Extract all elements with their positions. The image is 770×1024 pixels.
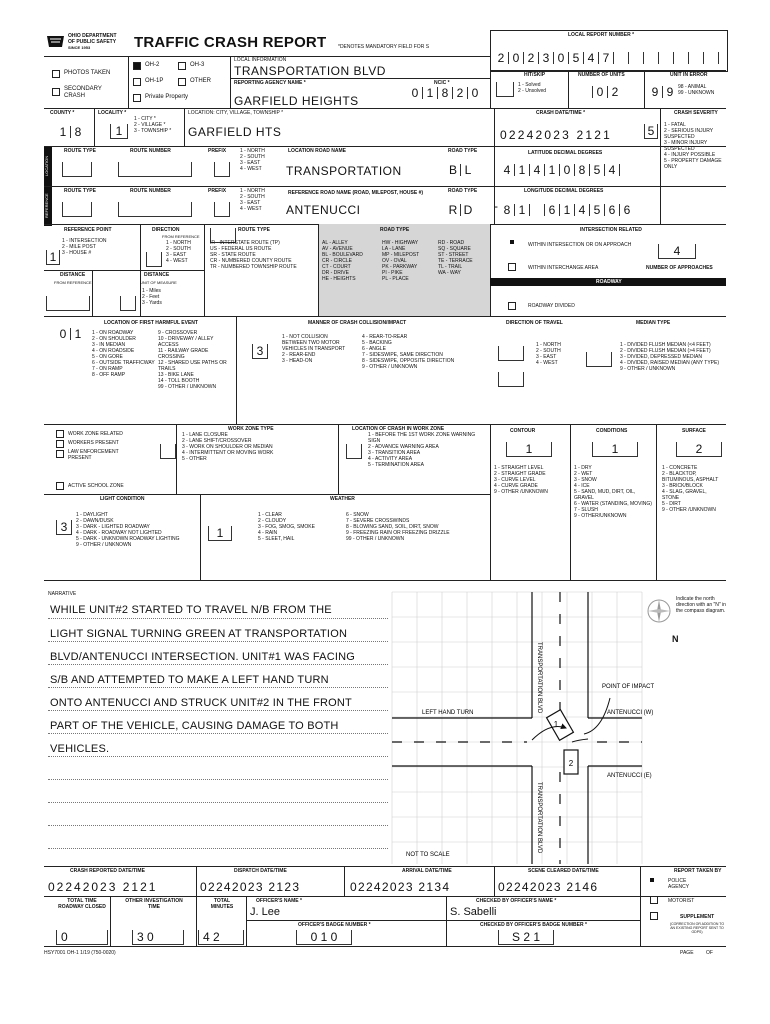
digit: R (446, 204, 461, 216)
reference-road-value[interactable]: ANTENUCCI (286, 203, 361, 217)
ref-prefix-options: 1 - NORTH 2 - SOUTH 3 - EAST 4 - WEST (240, 188, 265, 212)
narrative-line: WHILE UNIT#2 STARTED TO TRAVEL N/B FROM THE (50, 604, 332, 616)
digit: 1 (74, 327, 82, 341)
reference-point-label: REFERENCE POINT (64, 227, 112, 233)
hit-skip-options: 1 - Solved 2 - Unsolved (518, 82, 547, 94)
supplement-checkbox[interactable] (650, 912, 658, 920)
wz-location-value[interactable] (346, 444, 362, 459)
ncic-value[interactable] (408, 87, 482, 99)
digit: 4 (575, 204, 590, 216)
checked-by-value[interactable]: S. Sabelli (450, 906, 497, 918)
police-agency-label: POLICE AGENCY (668, 878, 690, 890)
severity-options: 1 - FATAL 2 - SERIOUS INJURY SUSPECTED 3 - MINOR INJURY SUSPECTED 4 - INJURY POSSIBLE 5 - PROPERTY DAMAGE ONLY (664, 122, 722, 170)
narrative-line: BLVD/ANTENUCCI INTERSECTION. UNIT#1 WAS FACING (50, 651, 356, 663)
digit: 0 (554, 52, 569, 64)
digit: 1 (560, 204, 575, 216)
photos-taken-label: PHOTOS TAKEN (64, 70, 111, 76)
direction-travel-options: 1 - NORTH 2 - SOUTH 3 - EAST 4 - WEST (536, 342, 561, 366)
approaches-label: NUMBER OF APPROACHES (646, 265, 713, 271)
workers-present-label: WORKERS PRESENT (68, 440, 119, 446)
other-checkbox[interactable] (178, 78, 186, 86)
weather-value[interactable]: 1 (208, 526, 232, 541)
first-harmful-col1: 1 - ON ROADWAY 2 - ON SHOULDER 3 - IN MEDIAN 4 - ON ROADSIDE 5 - ON GORE 6 - OUTSIDE TRAFFICWAY 7 - ON RAMP 8 - OFF RAMP (92, 330, 155, 378)
prefix-label: PREFIX (208, 148, 227, 154)
distance-label: DISTANCE (60, 272, 86, 278)
within-intersection-checkbox[interactable] (510, 240, 514, 244)
route-number-label: ROUTE NUMBER (130, 148, 171, 154)
contour-label: CONTOUR (510, 428, 536, 434)
unit-error-options: 98 - ANIMAL 99 - UNKNOWN (678, 84, 715, 96)
workers-present-checkbox[interactable] (56, 440, 64, 448)
route-type-options: IR - INTERSTATE ROUTE (TP) US - FEDERAL US ROUTE SR - STATE ROUTE CR - NUMBERED COUNTY ROUTE TR - NUMBERED TOWNSHIP ROUTE (210, 240, 297, 270)
dispatch-label: DISPATCH DATE/TIME (234, 868, 287, 874)
intersection-related-label: INTERSECTION RELATED (580, 227, 642, 233)
cleared-label: SCENE CLEARED DATE/TIME (528, 868, 599, 874)
digit: 0 (560, 164, 575, 176)
unit-error-label: UNIT IN ERROR (670, 72, 708, 78)
digit (620, 164, 634, 176)
ref-route-type-heading: ROUTE TYPE (238, 227, 270, 233)
digit: 6 (605, 204, 620, 216)
distance-uom-sub: UNIT OF MEASURE (140, 280, 177, 285)
approaches-value[interactable]: 4 (658, 244, 696, 259)
investigation-label: OTHER INVESTIGATION TIME (125, 898, 183, 910)
supplement-label: SUPPLEMENT (680, 914, 715, 920)
digit: 6 (545, 204, 560, 216)
light-label: LIGHT CONDITION (100, 496, 145, 502)
total-minutes-value[interactable]: 4 2 (198, 930, 244, 945)
digit (719, 52, 733, 64)
law-enforcement-checkbox[interactable] (56, 450, 64, 458)
digit: 1 (423, 87, 438, 99)
ncic-label: NCIC * (434, 80, 450, 86)
local-report-label: LOCAL REPORT NUMBER * (568, 32, 635, 38)
roadway-divided-label: ROADWAY DIVIDED (528, 303, 575, 309)
crash-datetime-value[interactable]: 02242023 2121 (500, 128, 613, 142)
oh2-label: OH-2 (145, 62, 160, 68)
digit: 6 (623, 203, 631, 217)
route-type-label: ROUTE TYPE (64, 148, 96, 154)
officer-name-value[interactable]: J. Lee (250, 906, 280, 918)
motorist-label: MOTORIST (668, 898, 695, 904)
checked-badge-label: CHECKED BY OFFICER'S BADGE NUMBER * (480, 922, 587, 928)
ref-road-type-label: ROAD TYPE (448, 188, 478, 194)
digit: 9 (666, 85, 674, 99)
surface-value[interactable]: 2 (676, 442, 722, 457)
agency-line: SINCE 1953 (68, 45, 91, 50)
median-type-value[interactable] (586, 352, 612, 367)
narrative-line: ONTO ANTENUCCI AND STRUCK UNIT#2 IN THE FRONT (50, 697, 352, 709)
road-type-col2: HW - HIGHWAY LA - LANE MP - MILEPOST OV - OVAL PK - PARKWAY PI - PIKE PL - PLACE (382, 240, 420, 282)
roadway-closed-label: TOTAL TIME ROADWAY CLOSED (58, 898, 106, 910)
first-harmful-col2: 9 - CROSSOVER 10 - DRIVEWAY / ALLEY ACCESS 11 - RAILWAY GRADE CROSSING 12 - SHARED USE PATHS OR TRAILS 13 - BIKE LANE 14 - TOLL BOOTH 99 - OTHER / UNKNOWN (158, 330, 227, 390)
manner-label: MANNER OF CRASH COLLISION/IMPACT (308, 320, 407, 326)
road-label-south: TRANSPORTATION BLVD (536, 782, 542, 854)
roadway-closed-value[interactable]: 0 (56, 930, 108, 945)
badge-label: OFFICER'S BADGE NUMBER * (298, 922, 371, 928)
light-options: 1 - DAYLIGHT 2 - DAWN/DUSK 3 - DARK - LIGHTED ROADWAY 4 - DARK - ROADWAY NOT LIGHTED 5 - DARK - UNKNOWN ROADWAY LIGHTING 9 - OTHER / UNKNOWN (76, 512, 180, 548)
surface-options: 1 - CONCRETE 2 - BLACKTOP, BITUMINOUS, ASPHALT 3 - BRICK/BLOCK 4 - SLAG, GRAVEL, STONE 5 - DIRT 9 - OTHER /UNKNOWN (662, 465, 719, 513)
road-type-col3: RD - ROAD SQ - SQUARE ST - STREET TE - TERRACE TL - TRAIL WA - WAY (438, 240, 473, 276)
digit: 0 (471, 86, 479, 100)
manner-value[interactable]: 3 (252, 344, 268, 359)
direction-travel-from[interactable] (498, 346, 524, 361)
digit: 8 (438, 87, 453, 99)
digit: 5 (590, 204, 605, 216)
digit: 8 (575, 164, 590, 176)
oh1p-label: OH-1P (145, 78, 164, 84)
prefix-options: 1 - NORTH 2 - SOUTH 3 - EAST 4 - WEST (240, 148, 265, 172)
reference-point-options: 1 - INTERSECTION 2 - MILE POST 3 - HOUSE # (62, 238, 107, 256)
direction-travel-to[interactable] (498, 372, 524, 387)
location-road-label: LOCATION ROAD NAME (288, 148, 346, 154)
distance-uom-label: DISTANCE (144, 272, 170, 278)
digit (674, 52, 689, 64)
digit: 2 (453, 87, 468, 99)
local-report-number[interactable] (494, 52, 733, 64)
route-number-value[interactable] (118, 162, 192, 177)
units-label: NUMBER OF UNITS (578, 72, 625, 78)
reporting-agency-label: REPORTING AGENCY NAME * (234, 80, 306, 86)
route-type-value[interactable] (62, 162, 92, 177)
wz-location-label: LOCATION OF CRASH IN WORK ZONE (352, 426, 445, 432)
latitude-value[interactable] (500, 164, 634, 176)
digit: 7 (599, 52, 614, 64)
location-value[interactable]: GARFIELD HTS (188, 125, 282, 139)
latitude-label: LATITUDE DECIMAL DEGREES (528, 150, 603, 156)
location-road-value[interactable]: TRANSPORTATION (286, 164, 402, 178)
point-of-impact-label: POINT OF IMPACT (602, 684, 655, 690)
reporting-agency-value[interactable]: GARFIELD HEIGHTS (234, 94, 359, 108)
distance-value[interactable] (46, 296, 90, 311)
digit: 8 (500, 204, 515, 216)
roadway-label: ROADWAY (596, 279, 622, 285)
locality-value[interactable]: 1 (110, 124, 128, 139)
first-harmful-value[interactable] (56, 328, 85, 340)
form-id: HSY7001 OH-1 1/19 (750-0020) (44, 950, 116, 956)
left-hand-turn-label: LEFT HAND TURN (422, 710, 474, 716)
narrative-line: PART OF THE VEHICLE, CAUSING DAMAGE TO BOTH (50, 720, 339, 732)
active-school-zone-checkbox[interactable] (56, 482, 64, 490)
unit-2-label: 2 (568, 759, 574, 768)
agency-line: OF PUBLIC SAFETY (68, 39, 117, 45)
odps-logo (46, 33, 132, 51)
reference-road-type[interactable] (446, 204, 475, 216)
reference-sidebar (44, 186, 52, 226)
median-type-label: MEDIAN TYPE (636, 320, 671, 326)
police-agency-checkbox[interactable] (650, 878, 654, 882)
narrative-label: NARRATIVE (48, 591, 77, 597)
compass (646, 596, 726, 630)
local-info-value[interactable]: TRANSPORTATION BLVD (234, 64, 386, 78)
digit: 4 (500, 164, 515, 176)
direction-label: DIRECTION (152, 227, 180, 233)
narrative-line: LIGHT SIGNAL TURNING GREEN AT TRANSPORTATION (50, 628, 348, 640)
digit: 4 (584, 52, 599, 64)
motorist-checkbox[interactable] (650, 896, 658, 904)
county-value[interactable] (56, 126, 85, 138)
total-minutes-label: TOTAL MINUTES (210, 898, 234, 910)
digit: 3 (539, 52, 554, 64)
digit: 5 (590, 164, 605, 176)
reference-road-label: REFERENCE ROAD NAME (ROAD, MILEPOST, HOUSE #) (288, 190, 424, 196)
location-sidebar (44, 146, 52, 186)
longitude-value[interactable] (500, 204, 634, 216)
investigation-value[interactable]: 3 0 (132, 930, 184, 945)
compass-icon (646, 598, 672, 624)
crash-diagram (392, 592, 655, 864)
roadway-divided-checkbox[interactable] (508, 302, 516, 310)
digit: 1 (515, 204, 530, 216)
antenucci-e-label: ANTENUCCI (E) (607, 773, 652, 779)
checked-by-label: CHECKED BY OFFICER'S NAME * (476, 898, 557, 904)
units-value[interactable] (578, 86, 622, 98)
photos-taken-checkbox[interactable] (52, 70, 60, 78)
digit: 0 (509, 52, 524, 64)
digit: 4 (605, 164, 620, 176)
longitude-sign: - (494, 199, 498, 213)
direction-options: 1 - NORTH 2 - SOUTH 3 - EAST 4 - WEST (166, 240, 191, 264)
ref-route-number-label: ROUTE NUMBER (130, 188, 171, 194)
wz-type-label: WORK ZONE TYPE (228, 426, 274, 432)
digit: 0 (56, 328, 71, 340)
active-school-zone-label: ACTIVE SCHOOL ZONE (68, 483, 124, 489)
unit-error-value[interactable] (648, 86, 677, 98)
law-enforcement-label: LAW ENFORCEMENT PRESENT (68, 449, 119, 461)
private-property-label: Private Property (145, 94, 189, 100)
digit: 2 (494, 52, 509, 64)
location-road-type[interactable] (446, 164, 475, 176)
reported-label: CRASH REPORTED DATE/TIME (70, 868, 145, 874)
direction-sub: FROM REFERENCE (162, 234, 200, 239)
contour-value[interactable]: 1 (506, 442, 552, 457)
longitude-label: LONGITUDE DECIMAL DEGREES (524, 188, 604, 194)
locality-options: 1 - CITY * 2 - VILLAGE * 3 - TOWNSHIP * (134, 116, 172, 134)
supplement-sub: (CORRECTION OR ADDITION TO AN EXISTING REPORT SENT TO ODPS) (669, 922, 725, 934)
digit (704, 52, 719, 64)
agency-line: OHIO DEPARTMENT (68, 33, 117, 39)
narrative-line: S/B AND ATTEMPTED TO MAKE A LEFT HAND TURN (50, 674, 329, 686)
oh1p-checkbox[interactable] (133, 78, 141, 86)
digit: 2 (524, 52, 539, 64)
ref-route-number-value[interactable] (118, 202, 192, 217)
digit: 1 (545, 164, 560, 176)
report-taken-label: REPORT TAKEN BY (674, 868, 722, 874)
page-label: PAGE (680, 950, 694, 956)
weather-label: WEATHER (330, 496, 355, 502)
antenucci-w-label: ANTENUCCI (W) (607, 710, 654, 716)
digit (578, 86, 593, 98)
digit (644, 52, 659, 64)
wz-related-checkbox[interactable] (56, 430, 64, 438)
digit: 2 (611, 85, 619, 99)
within-intersection-label: WITHIN INTERSECTION OR ON APPROACH (528, 242, 632, 248)
road-type-label: ROAD TYPE (448, 148, 478, 154)
secondary-crash-checkbox[interactable] (52, 88, 60, 96)
digit (530, 204, 545, 216)
severity-label: CRASH SEVERITY (674, 110, 718, 116)
checked-badge-value[interactable]: S 2 1 (498, 930, 554, 945)
distance-uom-options: 1 - Miles 2 - Feet 3 - Yards (142, 288, 162, 306)
contour-options: 1 - STRAIGHT LEVEL 2 - STRAIGHT GRADE 3 - CURVE LEVEL 4 - CURVE GRADE 9 - OTHER /UNKNOWN (494, 465, 548, 495)
road-type-heading: ROAD TYPE (380, 227, 410, 233)
badge-value[interactable]: 0 1 0 (296, 930, 352, 945)
dispatch-value[interactable]: 02242023 2123 (200, 880, 301, 894)
digit: B (446, 164, 461, 176)
direction-travel-label: DIRECTION OF TRAVEL (506, 320, 563, 326)
narrative-line: VEHICLES. (50, 743, 110, 755)
other-label: OTHER (190, 78, 211, 84)
median-type-options: 1 - DIVIDED FLUSH MEDIAN (<4 FEET) 2 - DIVIDED FLUSH MEDIAN (>4 FEET) 3 - DIVIDED, DEPRESSED MEDIAN 4 - DIVIDED, RAISED MEDIAN (ANY TYPE) 9 - OTHER / UNKNOWN (620, 342, 720, 372)
conditions-value[interactable]: 1 (592, 442, 638, 457)
oh3-label: OH-3 (190, 62, 205, 68)
hit-skip-label: HIT/SKIP (524, 72, 546, 78)
light-value[interactable]: 3 (56, 520, 72, 535)
sidebar-label: LOCATION (44, 155, 49, 177)
arrival-value[interactable]: 02242023 2134 (350, 880, 451, 894)
digit: 1 (515, 164, 530, 176)
within-interchange-checkbox[interactable] (508, 263, 516, 271)
secondary-crash-label: SECONDARY CRASH (64, 86, 102, 99)
sidebar-label: REFERENCE (44, 193, 49, 219)
first-harmful-label: LOCATION OF FIRST HARMFUL EVENT (104, 320, 198, 326)
digit: D (463, 203, 473, 217)
ref-prefix-value[interactable] (214, 202, 230, 217)
digit: 5 (569, 52, 584, 64)
digit: 0 (408, 87, 423, 99)
digit (659, 52, 674, 64)
digit: 8 (74, 125, 82, 139)
cleared-value[interactable]: 02242023 2146 (498, 880, 599, 894)
road-type-col1: AL - ALLEY AV - AVENUE BL - BOULEVARD CR - CIRCLE CT - COURT DR - DRIVE HE - HEIGHTS (322, 240, 363, 282)
direction-value[interactable] (146, 252, 162, 267)
arrival-label: ARRIVAL DATE/TIME (402, 868, 452, 874)
north-marker: N (672, 634, 679, 644)
oh3-checkbox[interactable] (178, 62, 186, 70)
hit-skip-value[interactable] (496, 82, 514, 97)
wz-type-value[interactable] (160, 444, 176, 459)
wz-related-label: WORK ZONE RELATED (68, 431, 123, 437)
conditions-options: 1 - DRY 2 - WET 3 - SNOW 4 - ICE 5 - SAND, MUD, DIRT, OIL, GRAVEL 6 - WATER (STANDING, MOVING) 7 - SLUSH 9 - OTHER/UNKNOWN (574, 465, 652, 519)
severity-value[interactable]: 5 (644, 124, 658, 139)
local-info-label: LOCAL INFORMATION (234, 57, 287, 63)
manner-col2: 4 - REAR-TO-REAR 5 - BACKING 6 - ANGLE 7 - SIDESWIPE, SAME DIRECTION 8 - SIDESWIPE, OPPOSITE DIRECTION 9 - OTHER / UNKNOWN (362, 334, 455, 370)
unit-1-label: 1 (553, 720, 559, 729)
manner-col1: 1 - NOT COLLISION BETWEEN TWO MOTOR VEHICLES IN TRANSPORT 2 - REAR-END 3 - HEAD-ON (282, 334, 346, 364)
digit (629, 52, 644, 64)
crash-datetime-label: CRASH DATE/TIME * (536, 110, 586, 116)
mandatory-note: *DENOTES MANDATORY FIELD FOR S (338, 44, 430, 50)
county-label: COUNTY * (50, 110, 75, 116)
reference-point-value[interactable]: 1 (46, 250, 60, 265)
page-of-label: OF (706, 950, 713, 956)
page-title: TRAFFIC CRASH REPORT (134, 34, 327, 51)
conditions-label: CONDITIONS (596, 428, 628, 434)
reported-value[interactable]: 02242023 2121 (48, 880, 158, 894)
locality-label: LOCALITY * (98, 110, 127, 116)
distance-uom-value[interactable] (120, 296, 136, 311)
within-interchange-label: WITHIN INTERCHANGE AREA (528, 265, 599, 271)
not-to-scale-label: NOT TO SCALE (406, 852, 450, 858)
distance-sub: FROM REFERENCE (54, 280, 92, 285)
digit (689, 52, 704, 64)
digit: 0 (593, 86, 608, 98)
wz-type-options: 1 - LANE CLOSURE 2 - LANE SHIFT/CROSSOVER 3 - WORK ON SHOULDER OR MEDIAN 4 - INTERMITTENT OR MOVING WORK 5 - OTHER (182, 432, 274, 462)
prefix-value[interactable] (214, 162, 230, 177)
ref-prefix-label: PREFIX (208, 188, 227, 194)
wz-location-options: 1 - BEFORE THE 1ST WORK ZONE WARNING SIGN 2 - ADVANCE WARNING AREA 3 - TRANSITION AREA 4 - ACTIVITY AREA 5 - TERMINATION AREA (368, 432, 476, 468)
road-label-north: TRANSPORTATION BLVD (536, 642, 542, 714)
location-label: LOCATION: CITY, VILLAGE, TOWNSHIP * (188, 110, 284, 116)
digit: L (464, 163, 472, 177)
ref-route-type-value[interactable] (62, 202, 92, 217)
ref-route-type-label: ROUTE TYPE (64, 188, 96, 194)
surface-label: SURFACE (682, 428, 706, 434)
officer-name-label: OFFICER'S NAME * (256, 898, 302, 904)
weather-col1: 1 - CLEAR 2 - CLOUDY 3 - FOG, SMOG, SMOKE 4 - RAIN 5 - SLEET, HAIL (258, 512, 315, 542)
oh2-checkbox[interactable] (133, 62, 141, 70)
north-note: Indicate the north direction with an "N" in the compass diagram. (676, 596, 726, 614)
digit: 1 (56, 126, 71, 138)
private-property-checkbox[interactable] (133, 94, 141, 102)
weather-col2: 6 - SNOW 7 - SEVERE CROSSWINDS 8 - BLOWING SAND, SOIL, DIRT, SNOW 9 - FREEZING RAIN OR FREEZING DRIZZLE 99 - OTHER / UNKNOWN (346, 512, 450, 542)
digit: 4 (530, 164, 545, 176)
digit: 9 (648, 86, 663, 98)
digit (614, 52, 629, 64)
